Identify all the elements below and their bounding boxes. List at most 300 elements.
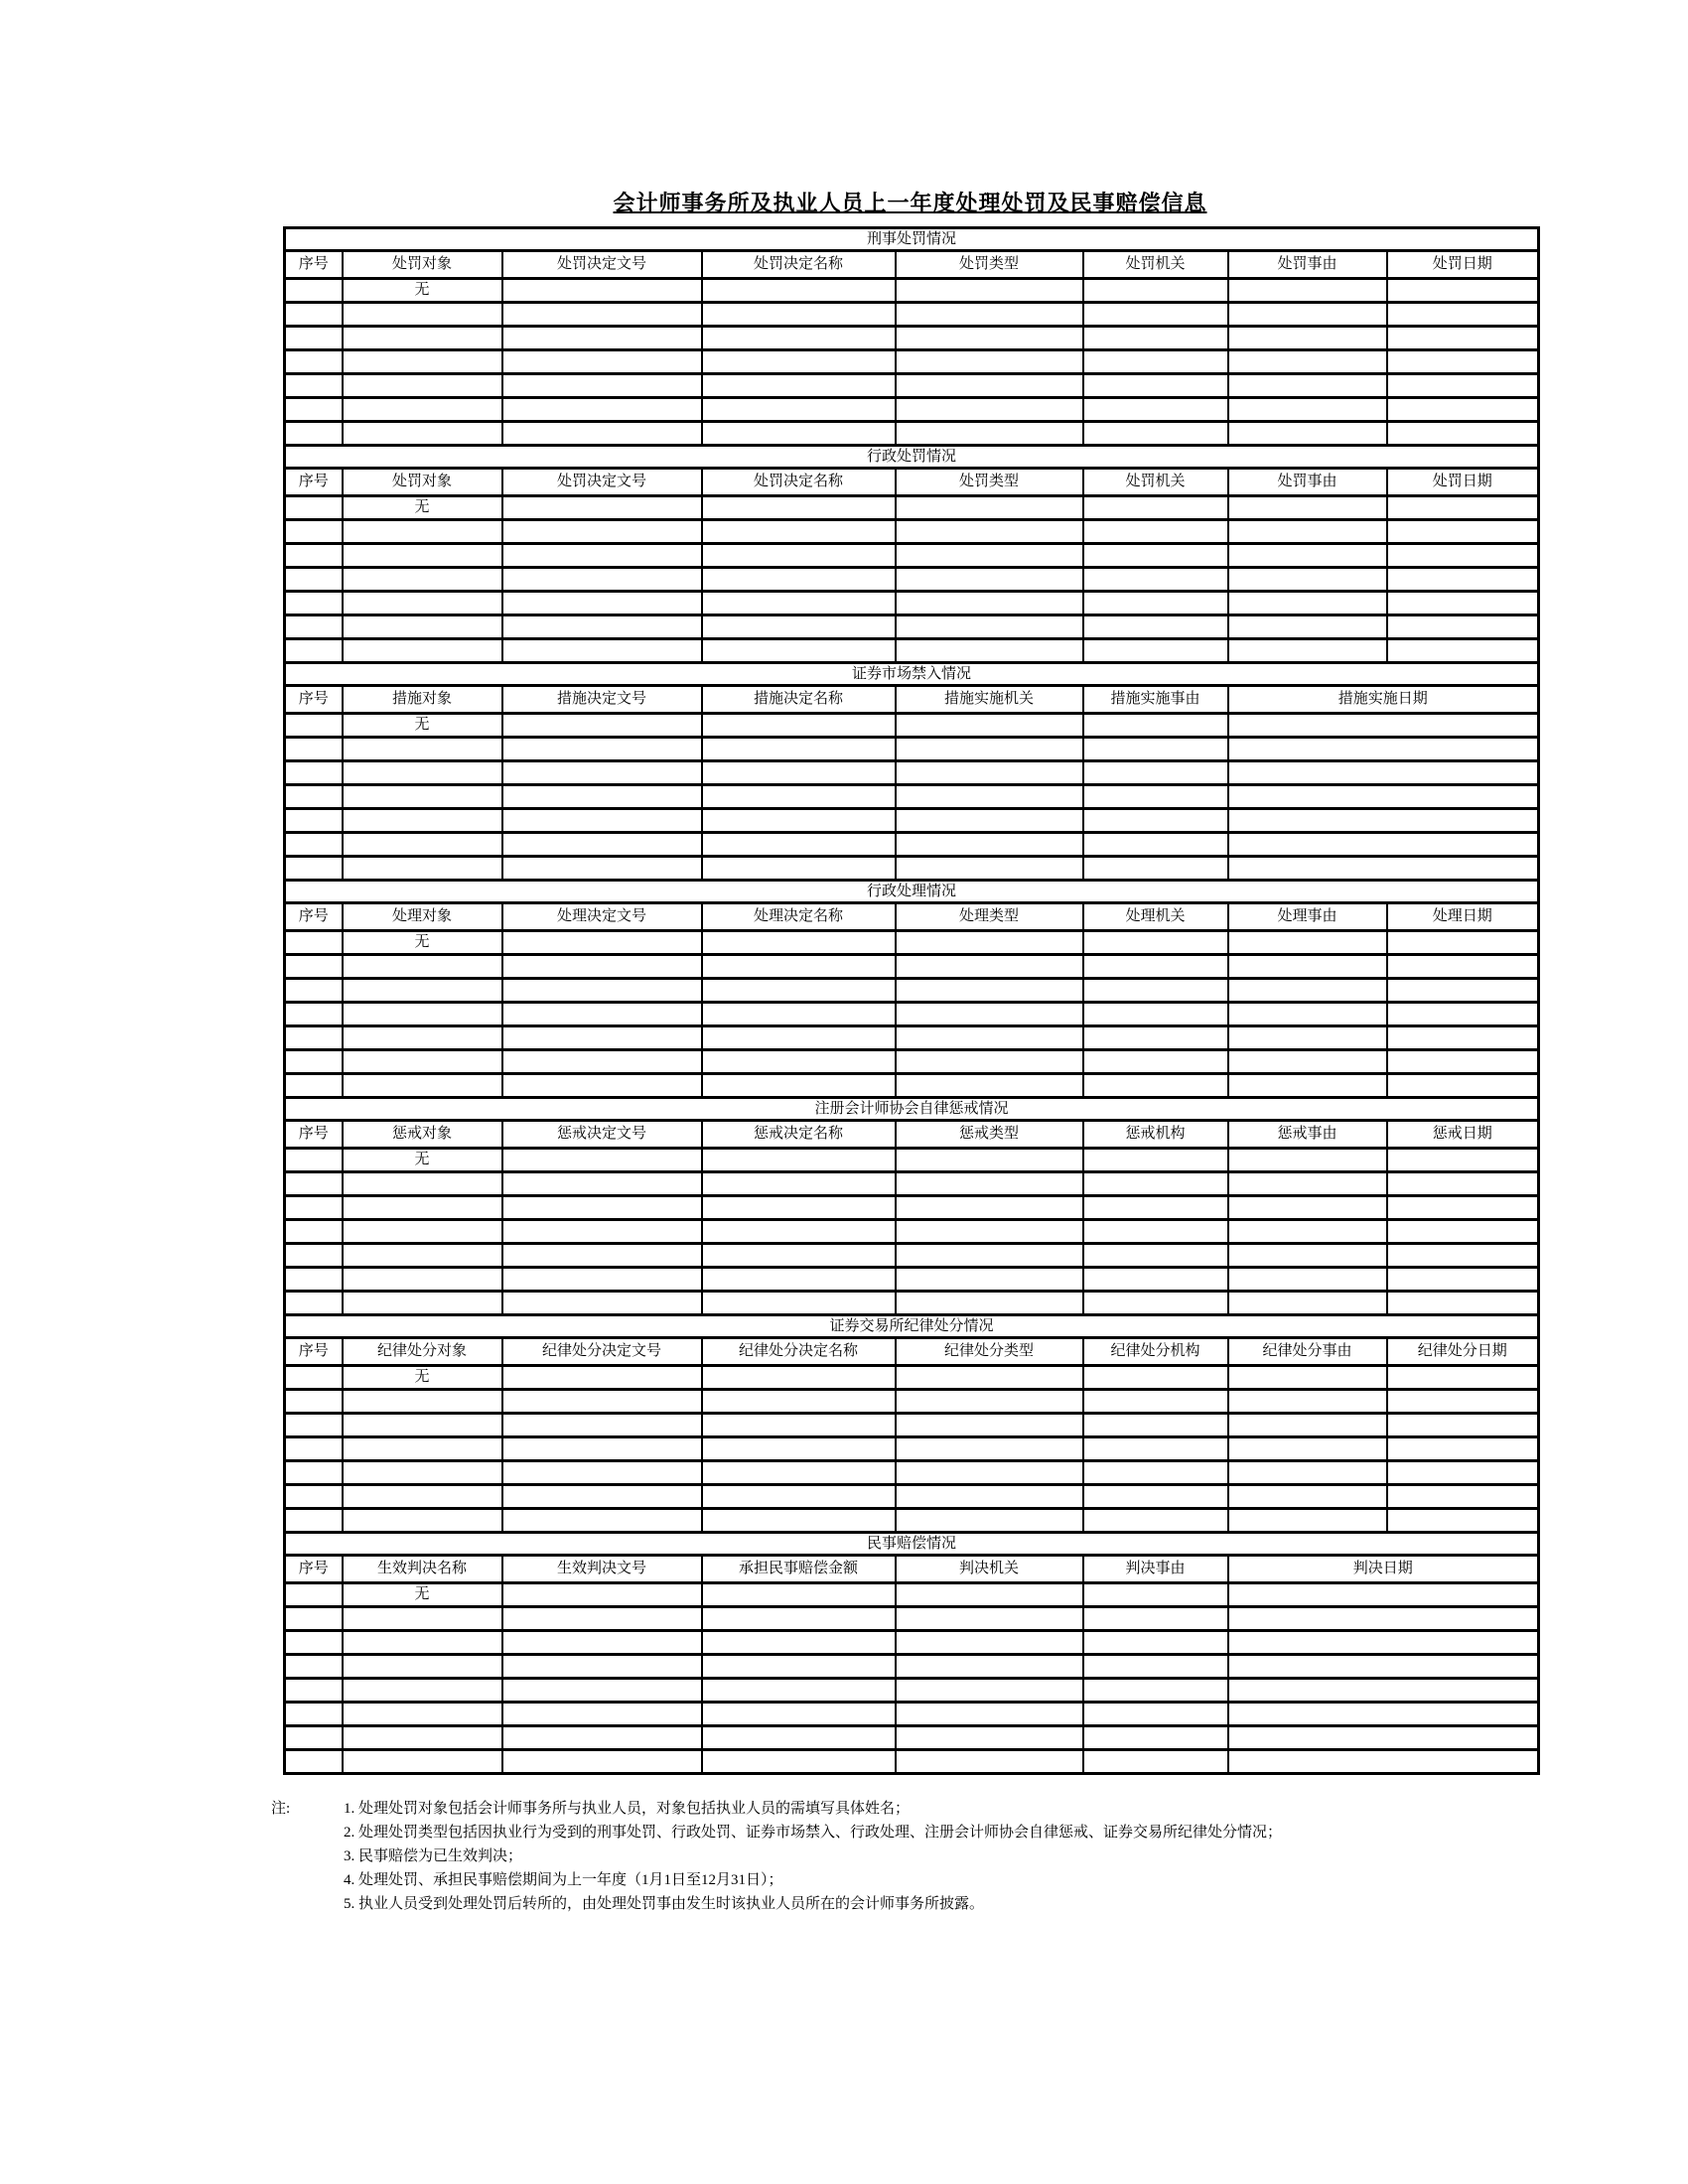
table-cell (896, 1026, 1083, 1050)
table-cell (502, 279, 702, 303)
table-row (285, 592, 1539, 615)
table-cell (285, 350, 343, 374)
table-cell (896, 1679, 1083, 1703)
table-cell (896, 279, 1083, 303)
table-cell (1083, 1268, 1228, 1292)
table-cell (1387, 1149, 1539, 1172)
table-cell (702, 857, 896, 881)
table-cell (1228, 955, 1387, 979)
table-cell (343, 350, 502, 374)
column-header: 处理机关 (1083, 903, 1228, 931)
table-cell (1387, 979, 1539, 1003)
table-cell (343, 955, 502, 979)
column-header: 判决日期 (1228, 1556, 1539, 1583)
column-header: 纪律处分决定文号 (502, 1338, 702, 1366)
table-cell (1387, 422, 1539, 446)
column-header: 处理日期 (1387, 903, 1539, 931)
table-cell (285, 544, 343, 568)
table-cell (343, 1414, 502, 1437)
column-header: 处罚机关 (1083, 251, 1228, 279)
table-cell (343, 1461, 502, 1485)
table-cell (502, 496, 702, 520)
table-cell (1083, 1461, 1228, 1485)
table-cell (285, 520, 343, 544)
table-cell (1228, 303, 1387, 327)
note-line: 3. 民事赔偿为已生效判决； (344, 1848, 523, 1864)
table-cell (1083, 955, 1228, 979)
table-cell (1228, 785, 1539, 809)
table-cell (285, 738, 343, 761)
table-row (285, 1703, 1539, 1726)
table-cell (285, 1631, 343, 1655)
table-cell (502, 1703, 702, 1726)
table-cell (343, 857, 502, 881)
table-row (285, 496, 1539, 520)
table-cell (1228, 1196, 1387, 1220)
table-cell (343, 303, 502, 327)
column-header: 处罚决定文号 (502, 251, 702, 279)
table-cell (1228, 1437, 1387, 1461)
table-cell (502, 1607, 702, 1631)
table-cell (702, 1366, 896, 1390)
table-cell (285, 1726, 343, 1750)
notes-block (271, 1797, 1562, 1916)
table-cell (343, 1750, 502, 1774)
table-cell (1083, 374, 1228, 398)
table-cell (285, 1655, 343, 1679)
table-cell (1228, 1268, 1387, 1292)
column-header: 措施决定文号 (502, 686, 702, 714)
table-cell (702, 1268, 896, 1292)
table-cell (285, 785, 343, 809)
table-cell (1387, 1026, 1539, 1050)
table-cell (896, 1220, 1083, 1244)
column-header: 生效判决文号 (502, 1556, 702, 1583)
table-cell (1387, 1461, 1539, 1485)
table-row (285, 303, 1539, 327)
table-cell (285, 1366, 343, 1390)
table-cell (702, 1196, 896, 1220)
table-cell (343, 639, 502, 663)
table-cell (285, 1607, 343, 1631)
table-cell (1387, 592, 1539, 615)
table-cell (285, 496, 343, 520)
table-row (285, 639, 1539, 663)
table-cell (343, 1050, 502, 1074)
note-line: 5. 执业人员受到处理处罚后转所的，由处理处罚事由发生时该执业人员所在的会计师事务所披露。 (344, 1896, 985, 1912)
table-cell (896, 1172, 1083, 1196)
table-cell (1387, 303, 1539, 327)
table-row (285, 1220, 1539, 1244)
table-row (285, 544, 1539, 568)
table-row (285, 1461, 1539, 1485)
table-cell (1387, 1437, 1539, 1461)
column-header: 处理对象 (343, 903, 502, 931)
table-cell (502, 1583, 702, 1607)
column-header: 处罚日期 (1387, 251, 1539, 279)
table-row (285, 1655, 1539, 1679)
table-row (285, 1509, 1539, 1533)
table-cell (896, 1414, 1083, 1437)
table-cell (502, 1437, 702, 1461)
table-cell (702, 738, 896, 761)
table-cell (896, 592, 1083, 615)
table-cell (1083, 1437, 1228, 1461)
table-cell (502, 350, 702, 374)
table-cell (896, 979, 1083, 1003)
table-row (285, 761, 1539, 785)
column-header: 惩戒决定文号 (502, 1121, 702, 1149)
column-header: 判决机关 (896, 1556, 1083, 1583)
table-cell (1228, 422, 1387, 446)
table-cell (702, 1607, 896, 1631)
no-record-marker: 无 (343, 1583, 502, 1607)
table-cell (896, 1485, 1083, 1509)
table-cell (1083, 327, 1228, 350)
column-header: 处理决定名称 (702, 903, 896, 931)
section-title: 证券市场禁入情况 (285, 663, 1539, 686)
table-row (285, 1026, 1539, 1050)
table-cell (1083, 639, 1228, 663)
table-cell (1228, 1172, 1387, 1196)
table-cell (702, 544, 896, 568)
table-cell (1387, 1390, 1539, 1414)
table-cell (702, 1509, 896, 1533)
column-header: 惩戒日期 (1387, 1121, 1539, 1149)
table-cell (1083, 931, 1228, 955)
section-title: 注册会计师协会自律惩戒情况 (285, 1098, 1539, 1121)
table-cell (502, 857, 702, 881)
table-cell (1083, 568, 1228, 592)
column-header: 序号 (285, 1121, 343, 1149)
table-cell (702, 931, 896, 955)
table-cell (702, 1750, 896, 1774)
table-cell (1083, 857, 1228, 881)
table-cell (343, 1437, 502, 1461)
table-cell (502, 520, 702, 544)
table-cell (285, 1292, 343, 1315)
no-record-marker: 无 (343, 931, 502, 955)
table-cell (702, 785, 896, 809)
column-header: 惩戒机构 (1083, 1121, 1228, 1149)
table-cell (1228, 592, 1387, 615)
table-cell (343, 1607, 502, 1631)
table-cell (896, 857, 1083, 881)
table-cell (896, 1509, 1083, 1533)
table-cell (702, 398, 896, 422)
table-cell (702, 761, 896, 785)
table-cell (1387, 1050, 1539, 1074)
column-header: 处理决定文号 (502, 903, 702, 931)
table-cell (343, 833, 502, 857)
table-cell (502, 1026, 702, 1050)
table-cell (1387, 955, 1539, 979)
table-cell (896, 1050, 1083, 1074)
table-cell (285, 1509, 343, 1533)
table-cell (1387, 1366, 1539, 1390)
notes-label: 注: (271, 1801, 291, 1817)
column-header: 措施实施机关 (896, 686, 1083, 714)
table-cell (896, 738, 1083, 761)
table-cell (343, 979, 502, 1003)
table-cell (1083, 1026, 1228, 1050)
table-cell (1083, 1750, 1228, 1774)
column-header: 处罚事由 (1228, 469, 1387, 496)
table-cell (702, 1703, 896, 1726)
table-cell (1387, 1509, 1539, 1533)
column-header: 处罚日期 (1387, 469, 1539, 496)
table-row (285, 327, 1539, 350)
table-cell (502, 1655, 702, 1679)
table-cell (343, 1074, 502, 1098)
note-line: 1. 处理处罚对象包括会计师事务所与执业人员，对象包括执业人员的需填写具体姓名； (344, 1801, 911, 1817)
column-header: 惩戒事由 (1228, 1121, 1387, 1149)
table-cell (285, 833, 343, 857)
table-cell (702, 279, 896, 303)
table-cell (702, 1390, 896, 1414)
table-cell (502, 1366, 702, 1390)
section-title: 证券交易所纪律处分情况 (285, 1315, 1539, 1338)
table-cell (1083, 496, 1228, 520)
table-cell (502, 1196, 702, 1220)
table-cell (1083, 615, 1228, 639)
table-cell (502, 1050, 702, 1074)
table-cell (702, 350, 896, 374)
table-cell (285, 1750, 343, 1774)
column-header: 惩戒决定名称 (702, 1121, 896, 1149)
table-cell (702, 1485, 896, 1509)
table-cell (343, 422, 502, 446)
no-record-marker: 无 (343, 279, 502, 303)
table-cell (502, 1172, 702, 1196)
table-cell (1228, 1583, 1539, 1607)
table-cell (896, 496, 1083, 520)
table-cell (896, 639, 1083, 663)
table-cell (702, 1050, 896, 1074)
table-cell (702, 955, 896, 979)
no-record-marker: 无 (343, 1149, 502, 1172)
table-row (285, 422, 1539, 446)
table-cell (1083, 544, 1228, 568)
table-cell (285, 1390, 343, 1414)
table-cell (1387, 568, 1539, 592)
table-cell (502, 1414, 702, 1437)
table-cell (343, 544, 502, 568)
table-cell (1387, 639, 1539, 663)
table-row (285, 1292, 1539, 1315)
no-record-marker: 无 (343, 496, 502, 520)
column-header: 序号 (285, 469, 343, 496)
table-cell (285, 1172, 343, 1196)
table-cell (896, 303, 1083, 327)
table-cell (896, 1390, 1083, 1414)
table-cell (285, 615, 343, 639)
table-cell (285, 931, 343, 955)
column-header: 序号 (285, 1556, 343, 1583)
column-header: 处理类型 (896, 903, 1083, 931)
table-cell (502, 1220, 702, 1244)
table-cell (896, 1583, 1083, 1607)
table-cell (502, 955, 702, 979)
table-cell (1228, 931, 1387, 955)
table-cell (285, 327, 343, 350)
table-cell (285, 1461, 343, 1485)
column-header: 纪律处分日期 (1387, 1338, 1539, 1366)
column-header: 序号 (285, 1338, 343, 1366)
column-header: 处罚事由 (1228, 251, 1387, 279)
table-cell (1083, 979, 1228, 1003)
table-cell (1228, 1366, 1387, 1390)
table-cell (285, 568, 343, 592)
table-cell (285, 1414, 343, 1437)
table-cell (1083, 1726, 1228, 1750)
table-cell (1228, 639, 1387, 663)
table-row (285, 568, 1539, 592)
table-cell (285, 279, 343, 303)
table-cell (1083, 1607, 1228, 1631)
table-cell (702, 1583, 896, 1607)
table-row (285, 1485, 1539, 1509)
column-header: 纪律处分事由 (1228, 1338, 1387, 1366)
table-cell (1387, 279, 1539, 303)
table-row (285, 955, 1539, 979)
table-row (285, 931, 1539, 955)
column-header: 处理事由 (1228, 903, 1387, 931)
column-header: 纪律处分决定名称 (702, 1338, 896, 1366)
no-record-marker: 无 (343, 714, 502, 738)
table-cell (1228, 1631, 1539, 1655)
table-row (285, 1631, 1539, 1655)
table-cell (1387, 1220, 1539, 1244)
table-cell (1228, 520, 1387, 544)
table-cell (1083, 350, 1228, 374)
table-cell (502, 785, 702, 809)
table-cell (1228, 544, 1387, 568)
table-cell (896, 1268, 1083, 1292)
table-cell (285, 955, 343, 979)
table-cell (896, 955, 1083, 979)
column-header: 序号 (285, 903, 343, 931)
table-cell (1387, 327, 1539, 350)
table-row (285, 1074, 1539, 1098)
table-cell (896, 1437, 1083, 1461)
table-cell (285, 1149, 343, 1172)
table-cell (1228, 1703, 1539, 1726)
table-cell (1387, 398, 1539, 422)
table-cell (702, 1149, 896, 1172)
table-cell (896, 1631, 1083, 1655)
table-cell (502, 809, 702, 833)
table-cell (502, 1390, 702, 1414)
table-cell (1083, 1244, 1228, 1268)
column-header: 处罚决定名称 (702, 251, 896, 279)
table-row (285, 615, 1539, 639)
section-title: 行政处罚情况 (285, 446, 1539, 469)
table-cell (502, 615, 702, 639)
table-cell (896, 1461, 1083, 1485)
table-cell (502, 1074, 702, 1098)
table-cell (1228, 568, 1387, 592)
table-cell (1228, 738, 1539, 761)
table-cell (1387, 1485, 1539, 1509)
column-header: 生效判决名称 (343, 1556, 502, 1583)
table-cell (702, 303, 896, 327)
table-cell (896, 327, 1083, 350)
table-cell (285, 1703, 343, 1726)
table-cell (1083, 1679, 1228, 1703)
table-cell (702, 1655, 896, 1679)
table-cell (702, 1292, 896, 1315)
table-cell (702, 1461, 896, 1485)
table-row (285, 520, 1539, 544)
table-cell (502, 1244, 702, 1268)
column-header: 措施实施事由 (1083, 686, 1228, 714)
table-cell (1228, 1679, 1539, 1703)
table-cell (343, 1220, 502, 1244)
table-cell (285, 761, 343, 785)
table-cell (285, 1437, 343, 1461)
table-cell (285, 422, 343, 446)
table-cell (1228, 1149, 1387, 1172)
table-cell (502, 761, 702, 785)
table-cell (1228, 1485, 1387, 1509)
table-cell (285, 1003, 343, 1026)
table-cell (1083, 1220, 1228, 1244)
column-header: 判决事由 (1083, 1556, 1228, 1583)
table-cell (896, 422, 1083, 446)
table-cell (502, 1461, 702, 1485)
table-row (285, 1196, 1539, 1220)
table-cell (702, 1726, 896, 1750)
table-cell (343, 1655, 502, 1679)
table-cell (896, 833, 1083, 857)
table-cell (1387, 496, 1539, 520)
table-cell (343, 615, 502, 639)
table-cell (502, 303, 702, 327)
table-cell (343, 1726, 502, 1750)
table-cell (1387, 615, 1539, 639)
table-cell (285, 1244, 343, 1268)
table-cell (896, 398, 1083, 422)
table-row (285, 1149, 1539, 1172)
table-cell (896, 1196, 1083, 1220)
table-cell (285, 1026, 343, 1050)
table-cell (702, 1437, 896, 1461)
column-header: 处罚决定文号 (502, 469, 702, 496)
table-cell (1083, 422, 1228, 446)
table-cell (1083, 1509, 1228, 1533)
table-cell (1083, 1655, 1228, 1679)
table-cell (1228, 1390, 1387, 1414)
table-row (285, 1437, 1539, 1461)
table-cell (1083, 1196, 1228, 1220)
table-cell (1083, 592, 1228, 615)
no-record-marker: 无 (343, 1366, 502, 1390)
table-cell (343, 1026, 502, 1050)
table-cell (502, 1679, 702, 1703)
table-cell (702, 833, 896, 857)
table-cell (343, 1703, 502, 1726)
table-cell (502, 1750, 702, 1774)
table-cell (285, 1485, 343, 1509)
table-row (285, 714, 1539, 738)
table-cell (502, 592, 702, 615)
table-cell (502, 544, 702, 568)
table-row (285, 809, 1539, 833)
column-header: 惩戒对象 (343, 1121, 502, 1149)
table-cell (702, 615, 896, 639)
column-header: 承担民事赔偿金额 (702, 1556, 896, 1583)
